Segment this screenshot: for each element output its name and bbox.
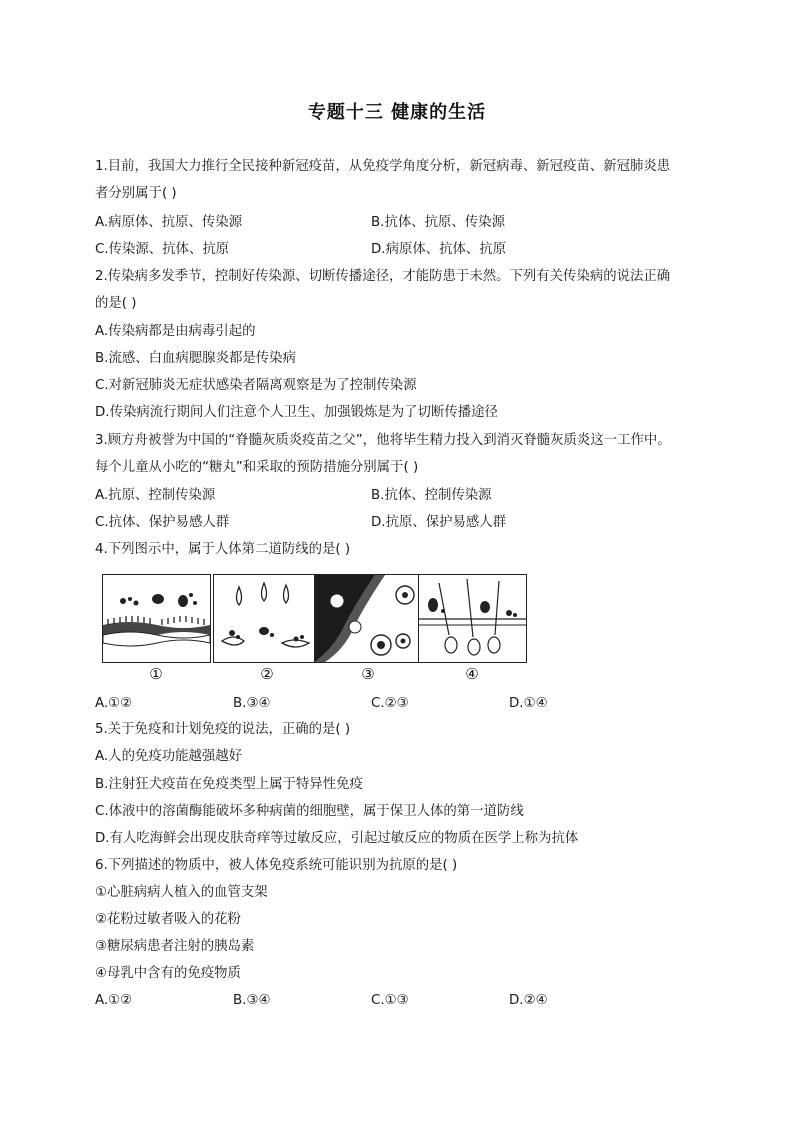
q1-option-d: D.病原体、抗体、抗原 [371,242,507,257]
q5-option-b: B.注射狂犬疫苗在免疫类型上属于特异性免疫 [95,777,363,792]
q6-item-4: ④母乳中含有的免疫物质 [95,966,241,981]
q3-option-b: B.抗体、控制传染源 [371,488,492,503]
q5-option-d: D.有人吃海鲜会出现皮肤奇痒等过敏反应，引起过敏反应的物质在医学上称为抗体 [95,831,579,846]
q2-stem-line1: 2.传染病多发季节，控制好传染源、切断传播途径，才能防患于未然。下列有关传染病的说法正确 [95,269,671,284]
q2-stem-line2: 的是( ) [95,296,137,311]
q1-stem-line1: 1.目前，我国大力推行全民接种新冠疫苗，从免疫学角度分析，新冠病毒、新冠疫苗、新冠肺炎患 [95,159,671,174]
q5-stem: 5.关于免疫和计划免疫的说法，正确的是( ) [95,722,351,737]
q4-option-a: A.①② [95,696,133,711]
figure-label-3: ③ [361,665,375,683]
q6-stem: 6.下列描述的物质中，被人体免疫系统可能识别为抗原的是( ) [95,858,458,873]
q6-option-c: C.①③ [371,993,409,1008]
q4-option-c: C.②③ [371,696,409,711]
q6-item-3: ③糖尿病患者注射的胰岛素 [95,939,255,954]
page-title: 专题十三 健康的生活 [307,102,487,123]
q2-option-d: D.传染病流行期间人们注意个人卫生、加强锻炼是为了切断传播途径 [95,405,498,420]
figure-label-2: ② [260,665,274,683]
q6-option-b: B.③④ [233,993,271,1008]
q3-option-a: A.抗原、控制传染源 [95,488,216,503]
q5-option-a: A.人的免疫功能越强越好 [95,749,243,764]
q2-option-b: B.流感、白血病腮腺炎都是传染病 [95,351,296,366]
q4-option-b: B.③④ [233,696,271,711]
q3-stem-line2: 每个儿童从小吃的“糖丸”和采取的预防措施分别属于( ) [95,460,419,475]
figure-2-secretions [213,574,322,663]
q4-stem: 4.下列图示中，属于人体第二道防线的是( ) [95,542,351,557]
q6-option-a: A.①② [95,993,133,1008]
q6-option-d: D.②④ [509,993,548,1008]
q2-option-c: C.对新冠肺炎无症状感染者隔离观察是为了控制传染源 [95,378,417,393]
q1-option-c: C.传染源、抗体、抗原 [95,242,230,257]
q2-option-a: A.传染病都是由病毒引起的 [95,324,256,339]
q6-item-2: ②花粉过敏者吸入的花粉 [95,912,241,927]
q5-option-c: C.体液中的溶菌酶能破坏多种病菌的细胞壁，属于保卫人体的第一道防线 [95,804,524,819]
q1-stem-line2: 者分别属于( ) [95,186,177,201]
figure-3-phagocytes [314,574,423,663]
q3-option-d: D.抗原、保护易感人群 [371,515,507,530]
figure-4-inflammation [418,574,527,663]
q3-stem-line1: 3.顾方舟被誉为中国的“脊髓灰质炎疫苗之父”，他将毕生精力投入到消灭脊髓灰质炎这一工作中。 [95,433,671,448]
q4-option-d: D.①④ [509,696,548,711]
q1-option-a: A.病原体、抗原、传染源 [95,215,243,230]
q6-item-1: ①心脏病病人植入的血管支架 [95,885,268,900]
figure-label-4: ④ [465,665,479,683]
q1-option-b: B.抗体、抗原、传染源 [371,215,505,230]
q3-option-c: C.抗体、保护易感人群 [95,515,230,530]
figure-label-1: ① [149,665,163,683]
figure-1-skin-barrier [102,574,211,663]
